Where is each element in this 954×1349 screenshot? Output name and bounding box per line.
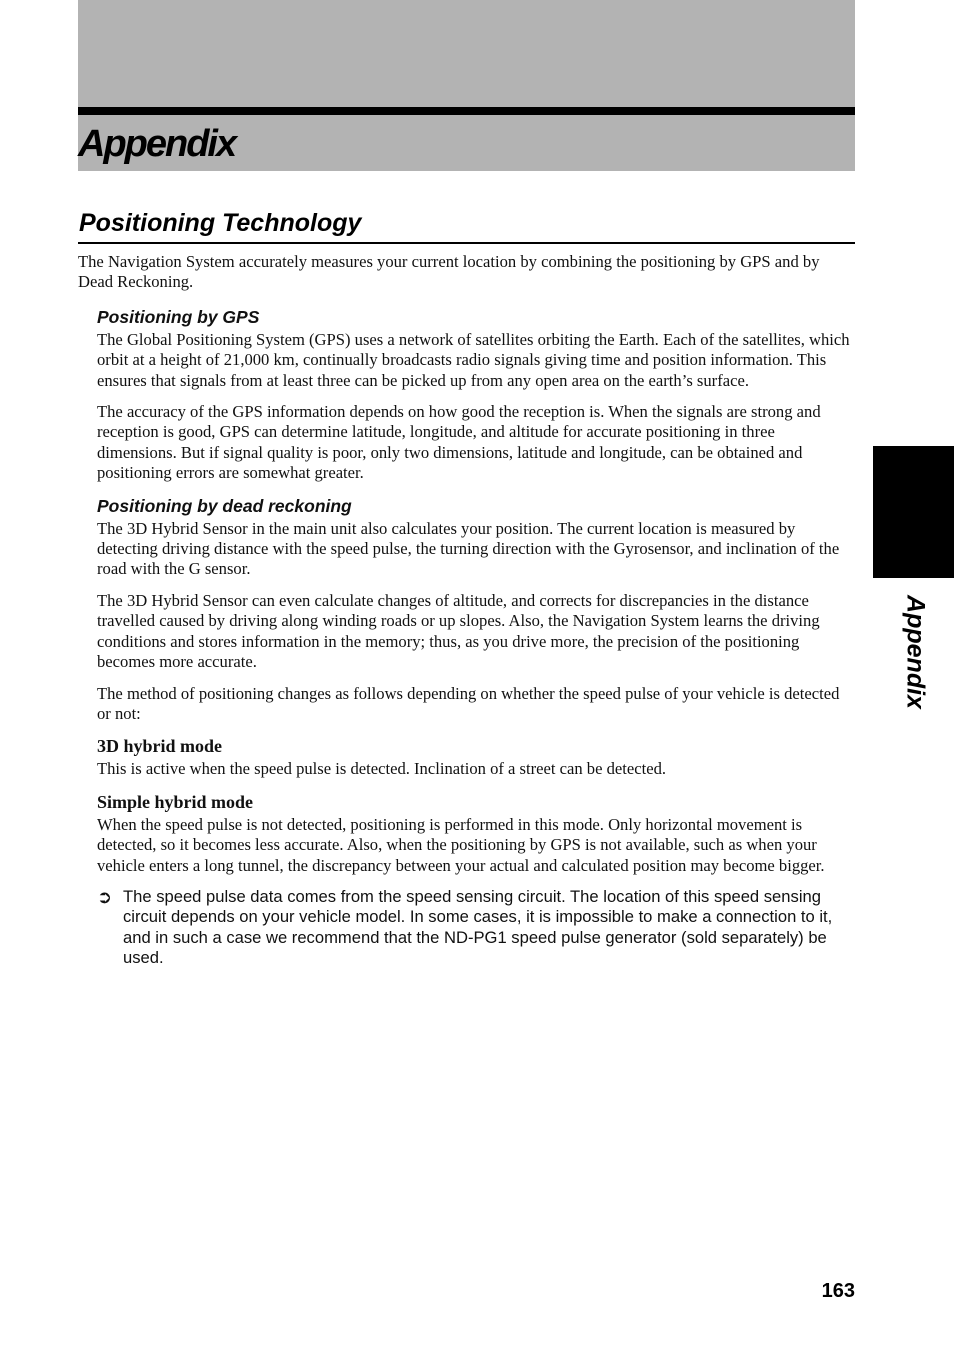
dead-reckoning-paragraph-1: The 3D Hybrid Sensor in the main unit also calculates your position. The current location is measured by detecting driving distance with the speed pulse, the turning direction with the Gyrosensor, and inclination of the road with the G sensor.	[97, 518, 840, 579]
simple-hybrid-mode-heading: Simple hybrid mode	[97, 791, 254, 812]
gps-paragraph-1: The Global Positioning System (GPS) uses a network of satellites orbiting the Earth. Each of the satellites, which orbit at a height of 21,000 km, continually broadcasts radio signals giving time and position information. This ensures that signals from at least three can be picked up from any open area on the earth’s surface.	[97, 329, 850, 390]
chapter-title: Appendix	[78, 123, 236, 165]
page-number: 163	[821, 1280, 855, 1302]
dead-reckoning-heading: Positioning by dead reckoning	[97, 495, 352, 516]
3d-hybrid-mode-heading: 3D hybrid mode	[97, 736, 223, 757]
gps-paragraph-2: The accuracy of the GPS information depends on how good the reception is. When the signals are strong and reception is good, GPS can determine latitude, longitude, and altitude for accurate positioning in three dimensions. But if signal quality is poor, only two dimensions, latitude and longitude, can be obtained and positioning errors are somewhat greater.	[97, 402, 821, 483]
section-divider	[78, 242, 855, 244]
note-text: The speed pulse data comes from the speed sensing circuit. The location of this speed sensing circuit depends on your vehicle model. In some cases, it is impossible to make a connection to it, and in such a case we recommend that the ND-PG1 speed pulse generator (sold separately) be used.	[123, 886, 833, 968]
header-rule	[78, 107, 855, 115]
side-tab-label: Appendix	[901, 595, 930, 709]
simple-hybrid-mode-text: When the speed pulse is not detected, positioning is performed in this mode. Only horizontal movement is detected, so it becomes less accurate. Also, when the positioning by GPS is not available, such as when your vehicle enters a long tunnel, the discrepancy between your actual and calculated position may become bigger.	[97, 814, 825, 875]
side-tab-marker	[873, 446, 954, 578]
3d-hybrid-mode-text: This is active when the speed pulse is detected. Inclination of a street can be detected.	[97, 759, 667, 779]
note-arrow-icon: ➲	[97, 886, 113, 907]
note	[97, 887, 855, 969]
gps-heading: Positioning by GPS	[97, 306, 260, 327]
dead-reckoning-paragraph-3: The method of positioning changes as follows depending on whether the speed pulse of your vehicle is detected or not:	[97, 683, 840, 723]
dead-reckoning-paragraph-2: The 3D Hybrid Sensor can even calculate changes of altitude, and corrects for discrepancies in the distance travelled caused by driving along winding roads or up slopes. Also, the Navigation System learns the driving conditions and stores information in the memory; thus, as you drive more, the precision of the positioning becomes more accurate.	[97, 590, 820, 672]
section-intro: The Navigation System accurately measures your current location by combining the positioning by GPS and by Dead Reckoning.	[78, 252, 820, 292]
main-content	[78, 252, 855, 969]
section-title: Positioning Technology	[79, 209, 362, 237]
